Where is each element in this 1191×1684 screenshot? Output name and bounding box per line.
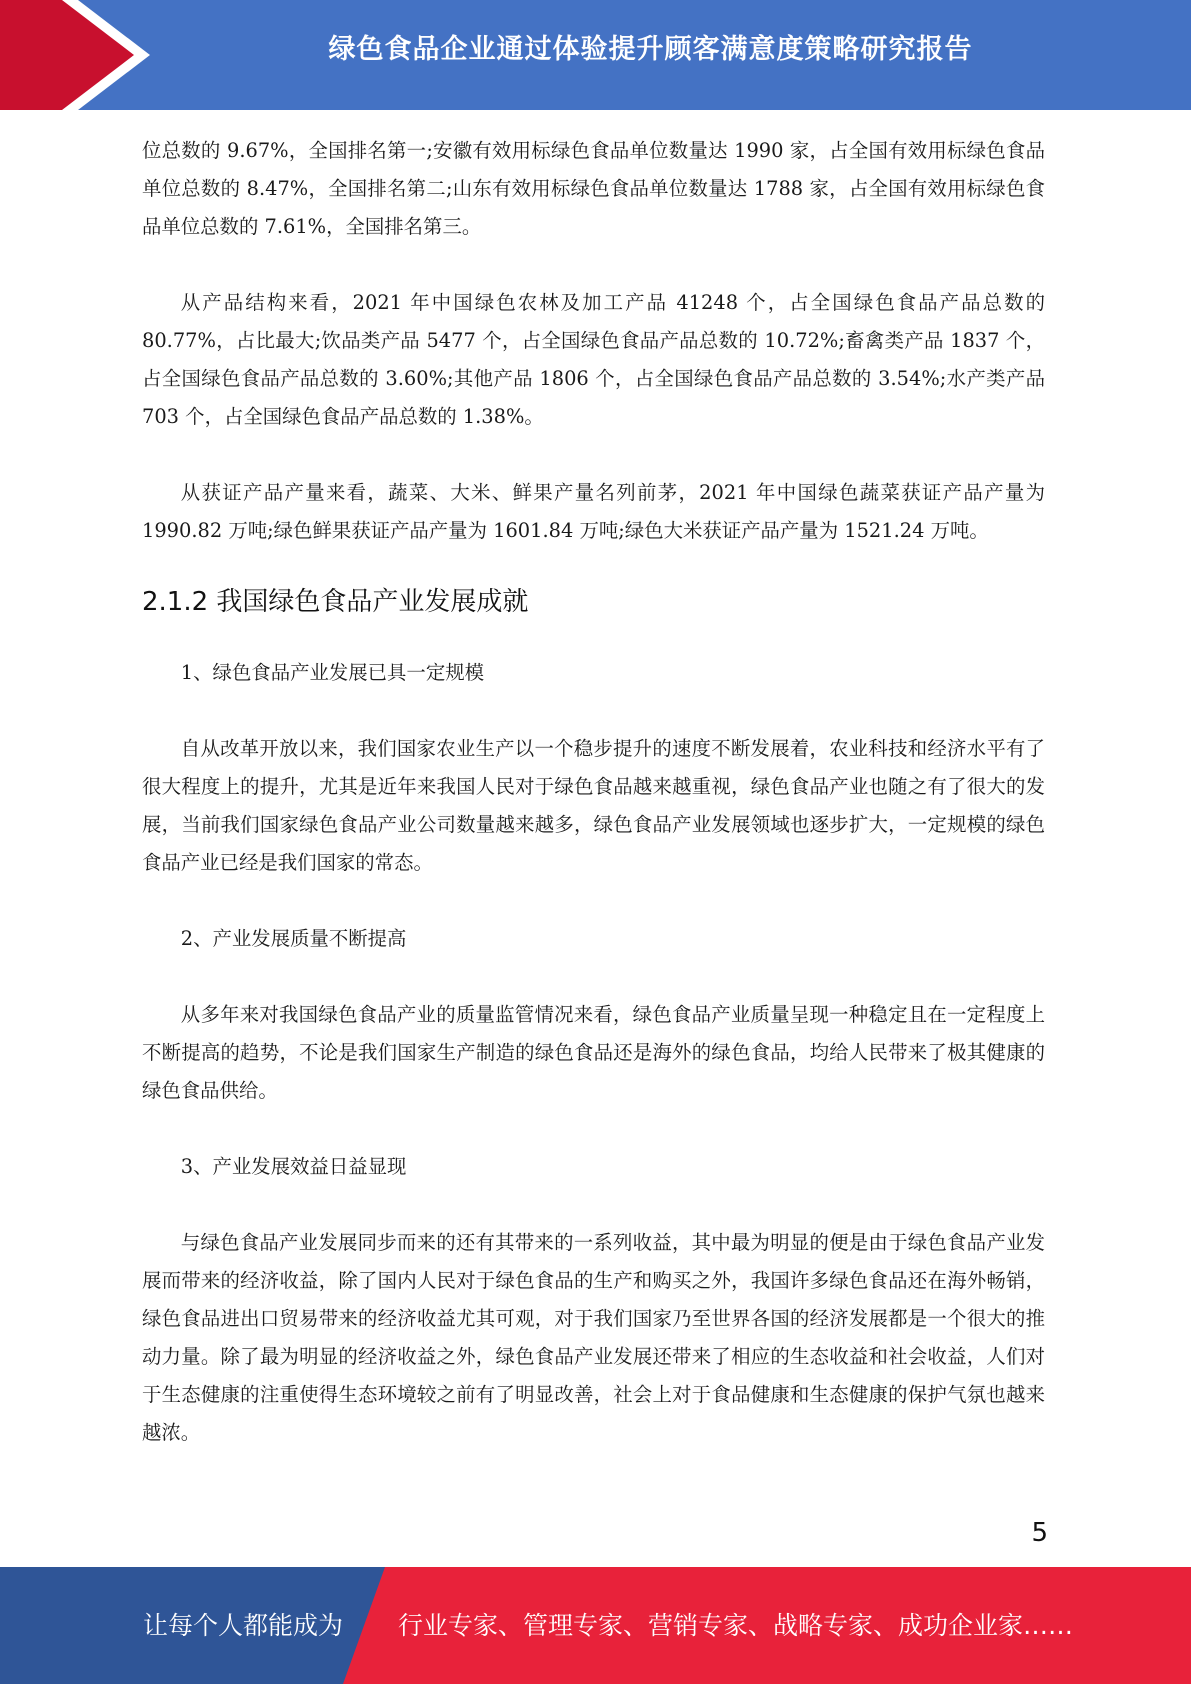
- paragraph-continued: 位总数的 9.67%，全国排名第一;安徽有效用标绿色食品单位数量达 1990 家，占全国有效用标绿色食品单位总数的 8.47%，全国排名第二;山东有效用标绿色食品单位数量达 1788 家，占全国有效用标绿色食品单位总数的 7.61%，全国排名第三。: [142, 139, 1045, 238]
- footer-slogan-left: 让每个人都能成为: [143, 1611, 344, 1640]
- section-heading: 2.1.2 我国绿色食品产业发展成就: [142, 587, 529, 617]
- paragraph-certified-output: 从获证产品产量来看，蔬菜、大米、鲜果产量名列前茅，2021 年中国绿色蔬菜获证产品产量为 1990.82 万吨;绿色鲜果获证产品产量为 1601.84 万吨;绿色大米获证产品产量为 1521.24 万吨。: [142, 481, 1045, 542]
- header-arrow-icon: [0, 0, 160, 110]
- paragraph-quality: 从多年来对我国绿色食品产业的质量监管情况来看，绿色食品产业质量呈现一种稳定且在一定程度上不断提高的趋势，不论是我们国家生产制造的绿色食品还是海外的绿色食品，均给人民带来了极其健康的绿色食品供给。: [142, 1003, 1045, 1102]
- page-number: 5: [1031, 1518, 1048, 1548]
- paragraph-scale: 自从改革开放以来，我们国家农业生产以一个稳步提升的速度不断发展着，农业科技和经济水平有了很大程度上的提升，尤其是近年来我国人民对于绿色食品越来越重视，绿色食品产业也随之有了很大的发展，当前我们国家绿色食品产业公司数量越来越多，绿色食品产业发展领域也逐步扩大，一定规模的绿色食品产业已经是我们国家的常态。: [142, 737, 1045, 874]
- subheading-quality: 2、产业发展质量不断提高: [180, 927, 407, 950]
- subheading-benefits: 3、产业发展效益日益显现: [180, 1155, 407, 1178]
- page-footer: [0, 1567, 1191, 1684]
- footer-slogan-right: 行业专家、管理专家、营销专家、战略专家、成功企业家……: [398, 1611, 1074, 1640]
- paragraph-product-structure: 从产品结构来看，2021 年中国绿色农林及加工产品 41248 个，占全国绿色食品产品总数的 80.77%，占比最大;饮品类产品 5477 个，占全国绿色食品产品总数的 10.72%;畜禽类产品 1837 个，占全国绿色食品产品总数的 3.60%;其他产品 1806 个，占全国绿色食品产品总数的 3.54%;水产类产品 703 个，占全国绿色食品产品总数的 1.38%。: [142, 291, 1045, 428]
- header-title: 绿色食品企业通过体验提升顾客满意度策略研究报告: [328, 34, 973, 65]
- page-header: [0, 0, 1191, 110]
- document-body: [142, 132, 1045, 1452]
- paragraph-benefits: 与绿色食品产业发展同步而来的还有其带来的一系列收益，其中最为明显的便是由于绿色食品产业发展而带来的经济收益，除了国内人民对于绿色食品的生产和购买之外，我国许多绿色食品还在海外畅销，绿色食品进出口贸易带来的经济收益尤其可观，对于我们国家乃至世界各国的经济发展都是一个很大的推动力量。除了最为明显的经济收益之外，绿色食品产业发展还带来了相应的生态收益和社会收益，人们对于生态健康的注重使得生态环境较之前有了明显改善，社会上对于食品健康和生态健康的保护气氛也越来越浓。: [142, 1231, 1045, 1444]
- subheading-scale: 1、绿色食品产业发展已具一定规模: [180, 661, 484, 684]
